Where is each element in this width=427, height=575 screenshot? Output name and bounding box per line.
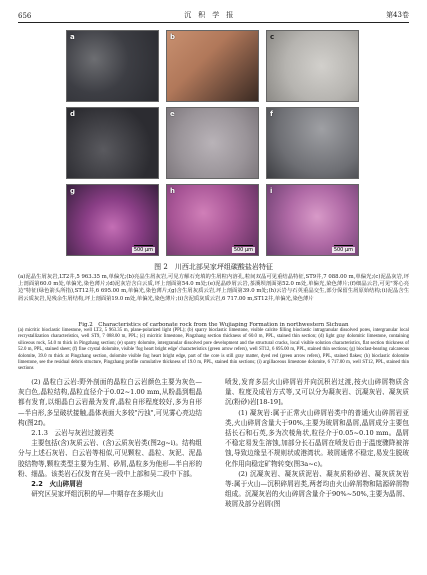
- figure-panel-f: [266, 107, 359, 179]
- figure-panel-a: [66, 30, 159, 102]
- scale-bar: 500 μm: [133, 247, 153, 253]
- panel-label: f: [270, 110, 274, 118]
- figure-panel-b: [166, 30, 259, 102]
- figure-caption-en: Fig.2 Characteristics of carbonate rock from the Wujiaping Formation in northwestern Sichuan: [78, 322, 349, 328]
- paragraph: (2) 沉凝灰岩、凝灰质泥岩、凝灰质粉砂岩、凝灰质灰岩等:属于火山—沉积碎屑岩类,两者均由火山碎屑物和陆源碎屑物组成。沉凝灰岩的火山碎屑含量介于90%~50%,主要为晶屑、玻屑及部分岩屑(图: [225, 469, 409, 509]
- scale-bar: 500 μm: [333, 247, 353, 253]
- header-rule: [18, 22, 409, 23]
- figure-description-zh: (a)泥晶生屑灰岩,LT2井,5 963.35 m,单偏光;(b)亮晶生屑灰岩,可见方解石充填的生屑粒内溶孔,粒间双晶可见重结晶特征,ST9井,7 088.00 m,单偏光;(c)泥晶灰岩,坪上剖面第60.0 m处,单偏光,染色薄片;(d)泥灰岩含白云质,坪上剖面第54.0 m处;(e)泥晶砂屑云岩,茶溪坝剖面第52.0 m处,单偏光,染色薄片;(f)细晶云岩,可见"雾心亮边"特征(绿色箭头所指),ST12井,6 695.00 m,单偏光,染色薄片;(g)含生屑灰质云岩,坪上剖面第39.0 m处;(h)云岩与石英重晶交生,部分保留生屑原始结构;(i)泥晶含生屑云质灰岩,见残余生屑结构,坪上剖面第19.0 m处,单偏光,染色薄片;(i)含泥质灰质云岩,6 717.00 m,ST12井,单偏光,染色薄片: [18, 274, 409, 302]
- volume-label: 第43卷: [386, 11, 409, 19]
- paragraph: 主要包括(含)灰质云岩、(含)云质灰岩类(图2g~i)。结构组分与上述石灰岩、白云岩等相似,可见颗粒、晶粒、灰泥、泥晶胶结物等,颗粒类型主要为生屑、砂屑,晶粒多为他形—半自形的粉、细晶。该类岩石仅发育在吴一段中上部和吴二段中下部。: [18, 439, 202, 478]
- paragraph: 研究区吴家坪组沉积的早—中期存在多期火山: [31, 490, 164, 499]
- panel-label: e: [170, 110, 175, 118]
- paragraph: 喷发,发育多层火山碎屑岩并向沉积岩过渡,按火山碎屑物质含量、粒度及成岩方式等,又可以分为凝灰岩、沉凝灰岩、凝灰质沉(粉砂)岩[18-19]。: [225, 378, 409, 407]
- page-number: 656: [18, 12, 32, 20]
- paragraph: (1) 凝灰岩:属于正常火山碎屑岩类中的普通火山碎屑岩亚类,火山碎屑含量大于90%,主要为玻屑和晶屑,晶屑成分主要包括长石和石英,多为次棱角状,粒径介于0.05~0.10 mm。晶屑不稳定易发生溶蚀,加部分长石晶屑在喷发后由于温度骤降被溶蚀,导致边缘呈不规则状或港湾状。玻屑通常不稳定,易发生脱玻化作用向稳定矿物转变(图3a~c)。: [225, 408, 409, 468]
- figure-panel-c: [266, 30, 359, 102]
- journal-title: 沉 积 学 报: [184, 11, 234, 19]
- figure-caption-zh: 图 2 川西北部吴家坪组碳酸盐岩特征: [154, 263, 273, 271]
- paragraph: (2) 晶粒白云岩:野外剖面的晶粒白云岩颜色主要为灰色—灰白色,晶粒结构,晶粒直径介于0.02~1.00 mm,从粉晶到粗晶都有发育,以细晶白云岩最为发育,晶粒自形程度较好,多为自形—半自形,多呈破状接触,晶体表面大多较"污浊",可见雾心亮边结构(图2f)。: [18, 378, 202, 427]
- panel-label: b: [170, 33, 176, 41]
- panel-label: g: [70, 187, 76, 195]
- page-header: [18, 6, 409, 20]
- panel-label: h: [170, 187, 175, 195]
- figure-panel-h: [166, 184, 259, 256]
- body-column-left: [18, 377, 202, 499]
- figure-panel-g: [66, 184, 159, 256]
- figure-panels: [66, 30, 360, 258]
- figure-panel-i: [266, 184, 359, 256]
- body-column-right: [225, 377, 409, 510]
- figure-panel-d: [66, 107, 159, 179]
- figure-panel-e: [166, 107, 259, 179]
- panel-label: c: [270, 33, 275, 41]
- panel-label: a: [70, 33, 75, 41]
- panel-label: i: [270, 187, 273, 195]
- panel-label: d: [70, 110, 76, 118]
- figure-description-en: (a) micritic bioclastic limestone, well LT2, 5 963.35 m, plane-polarized light (PPL); (b) sparry bioclastic limestone, visible calcite filling bioclastic intragranular dissolved pores, intergranular local recrystallization characteristics, well ST9, 7 088.00 m, PPL; (c) micritic limestone, Pingzhang section thickness of 60.0 m, PPL, stained thin section; (d) light gray dolomitic limestone, containing siliceous rock, 54.0 m thick in Pingzhang section; (e) sparry dolomite, intergranular dissolved pore development and the structural cracks, local visible solution characteristics, flat section thickness of 52.0 m, PPL, stained sheet; (f) fine crystal dolomite, visible 'fog heart bright edge' characteristics (green arrow refers), well ST12, 6 695.00 m, PPL, stained thin sections; (g) bioclast-bearing calcareous dolomite, 39.0 m thick at Pingzhang section, dolomite visible fog heart bright edge, part of the core is still gray matter, dyed red (green arrow refers), PPL, stained flakes; (h) bioclastic dolomite limestone, see the residual debris structure, Pingzhang profile cumulative thickness of 19.0 m, PPL, stained thin sections; (i) argillaceous limestone dolomite, 6 717.00 m, well ST12, PPL, stained thin sections: [18, 328, 409, 372]
- section-heading: 2.2 火山碎屑岩: [31, 480, 83, 489]
- scale-bar: 500 μm: [233, 247, 253, 253]
- subsection-heading: 2.1.3 云岩与灰岩过渡岩类: [31, 429, 114, 438]
